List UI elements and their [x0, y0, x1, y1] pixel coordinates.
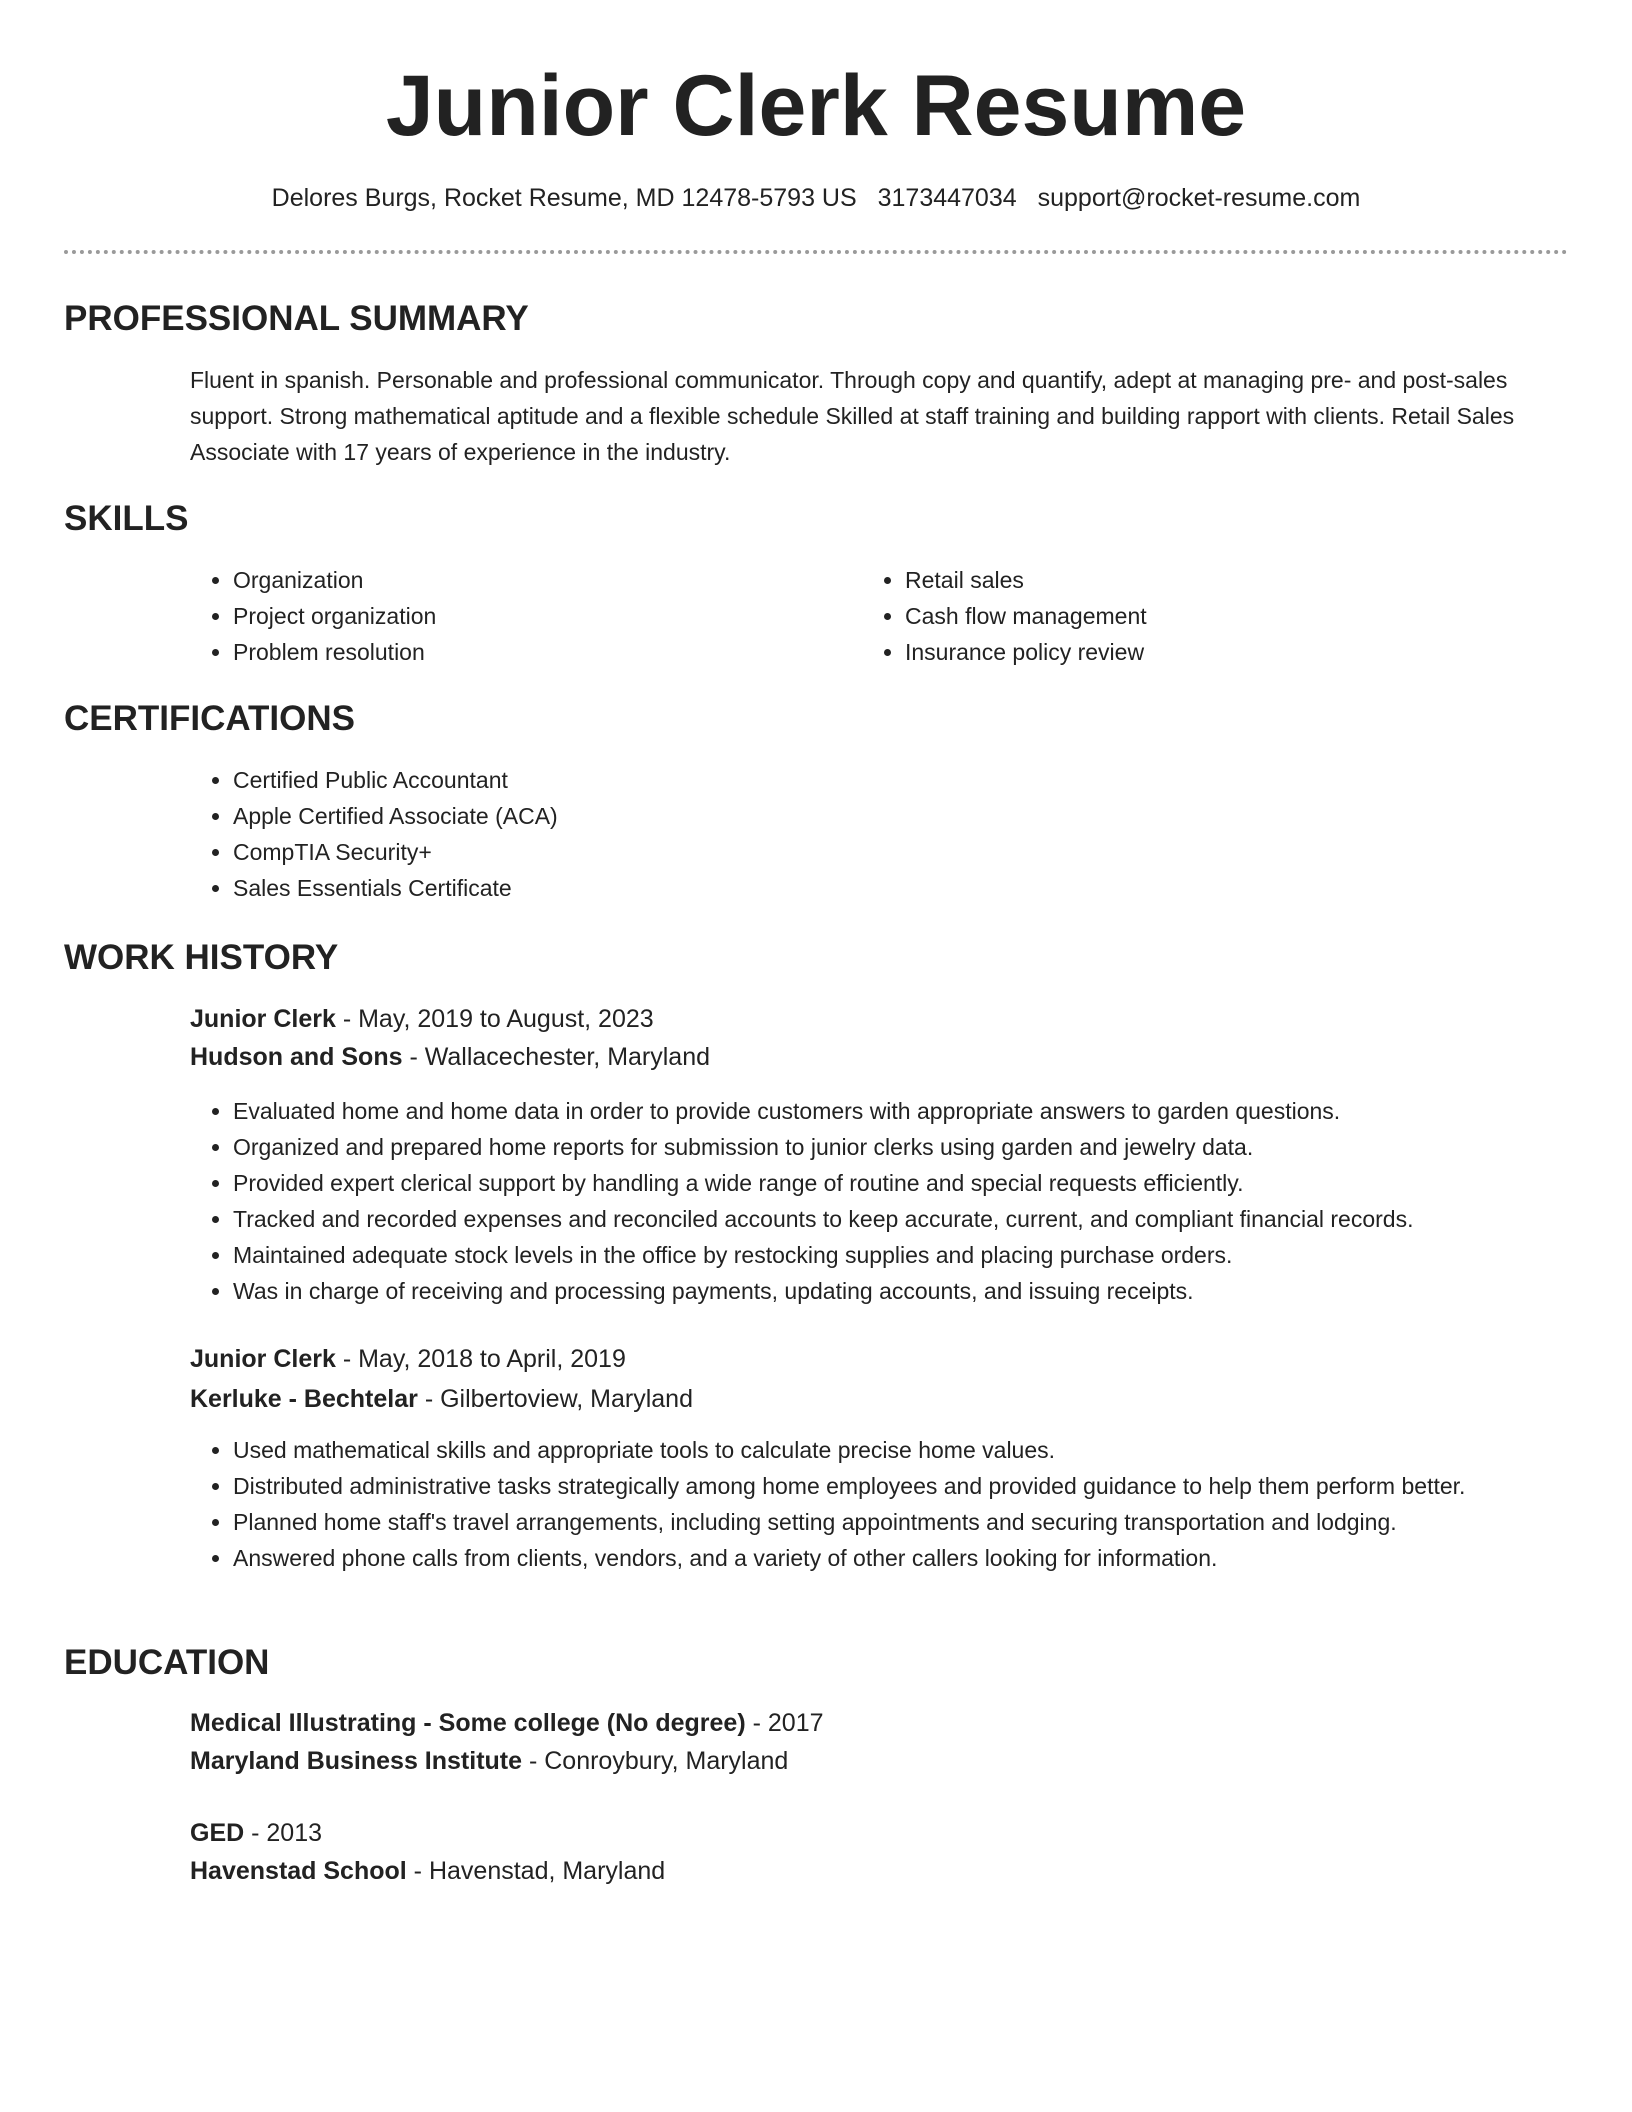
education-location: - Conroybury, Maryland	[522, 1747, 789, 1775]
job-company-line	[190, 1380, 693, 1418]
certifications-list	[190, 762, 1533, 906]
list-item: • Certified Public Accountant	[233, 762, 1533, 798]
list-item: • Insurance policy review	[905, 634, 1505, 670]
skills-heading: SKILLS	[64, 499, 189, 538]
job-bullets	[190, 1093, 1603, 1309]
education-degree: GED	[190, 1819, 245, 1847]
education-year: - 2013	[244, 1819, 323, 1847]
education-degree-line	[190, 1814, 322, 1852]
list-item: • Used mathematical skills and appropriate tools to calculate precise home values.	[233, 1432, 1563, 1468]
list-item: • Problem resolution	[233, 634, 833, 670]
education-degree: Medical Illustrating - Some college (No degree)	[190, 1709, 746, 1737]
list-item: • Answered phone calls from clients, vendors, and a variety of other callers looking for information.	[233, 1540, 1563, 1576]
education-school: Maryland Business Institute	[190, 1747, 523, 1775]
list-item: • Retail sales	[905, 562, 1505, 598]
education-heading: EDUCATION	[64, 1643, 270, 1682]
list-item: • Organized and prepared home reports for submission to junior clerks using garden and jewelry data.	[233, 1129, 1603, 1165]
summary-text: Fluent in spanish. Personable and professional communicator. Through copy and quantify, adept at managing pre- and post-sales support. Strong mathematical aptitude and a flexible schedule Skilled at staff training and building rapport with clients. Retail Sales Associate with 17 years of experience in the industry.	[190, 367, 1515, 465]
education-location: - Havenstad, Maryland	[406, 1857, 666, 1885]
job-location: - Wallacechester, Maryland	[402, 1043, 711, 1071]
job-company-line	[190, 1038, 710, 1076]
job-title-line	[190, 1000, 654, 1038]
list-item: • CompTIA Security+	[233, 834, 1533, 870]
education-degree-line	[190, 1704, 824, 1742]
contact-phone: 3173447034	[877, 184, 1017, 212]
list-item: • Distributed administrative tasks strategically among home employees and provided guidance to help them perform better.	[233, 1468, 1563, 1504]
list-item: • Sales Essentials Certificate	[233, 870, 1533, 906]
list-item: • Apple Certified Associate (ACA)	[233, 798, 1533, 834]
list-item: • Maintained adequate stock levels in the office by restocking supplies and placing purchase orders.	[233, 1237, 1603, 1273]
education-school: Havenstad School	[190, 1857, 407, 1885]
job-dates: - May, 2019 to August, 2023	[335, 1005, 654, 1033]
work-history-heading: WORK HISTORY	[64, 938, 339, 977]
list-item: • Tracked and recorded expenses and reconciled accounts to keep accurate, current, and compliant financial records.	[233, 1201, 1603, 1237]
job-company: Hudson and Sons	[190, 1043, 403, 1071]
certifications-heading: CERTIFICATIONS	[64, 699, 356, 738]
list-item: • Project organization	[233, 598, 833, 634]
job-location: - Gilbertoview, Maryland	[417, 1385, 693, 1413]
job-title: Junior Clerk	[190, 1345, 336, 1373]
resume-title: Junior Clerk Resume	[385, 58, 1247, 154]
contact-email: support@rocket-resume.com	[1037, 184, 1361, 212]
job-title-line	[190, 1340, 626, 1378]
list-item: • Planned home staff's travel arrangements, including setting appointments and securing transportation and lodging.	[233, 1504, 1563, 1540]
job-bullets	[190, 1432, 1563, 1576]
education-school-line	[190, 1852, 665, 1890]
list-item: • Was in charge of receiving and processing payments, updating accounts, and issuing receipts.	[233, 1273, 1603, 1309]
header-divider	[64, 250, 1568, 254]
education-year: - 2017	[745, 1709, 824, 1737]
list-item: • Provided expert clerical support by handling a wide range of routine and special requests efficiently.	[233, 1165, 1603, 1201]
skills-list-left	[190, 562, 833, 670]
list-item: • Organization	[233, 562, 833, 598]
summary-heading: PROFESSIONAL SUMMARY	[64, 299, 529, 338]
list-item: • Cash flow management	[905, 598, 1505, 634]
skills-list-right	[862, 562, 1505, 670]
job-title: Junior Clerk	[190, 1005, 336, 1033]
education-school-line	[190, 1742, 788, 1780]
list-item: • Evaluated home and home data in order to provide customers with appropriate answers to garden questions.	[233, 1093, 1603, 1129]
job-dates: - May, 2018 to April, 2019	[335, 1345, 626, 1373]
contact-line	[0, 181, 1632, 215]
contact-address: Delores Burgs, Rocket Resume, MD 12478-5793 US	[271, 184, 857, 212]
job-company: Kerluke - Bechtelar	[190, 1385, 418, 1413]
